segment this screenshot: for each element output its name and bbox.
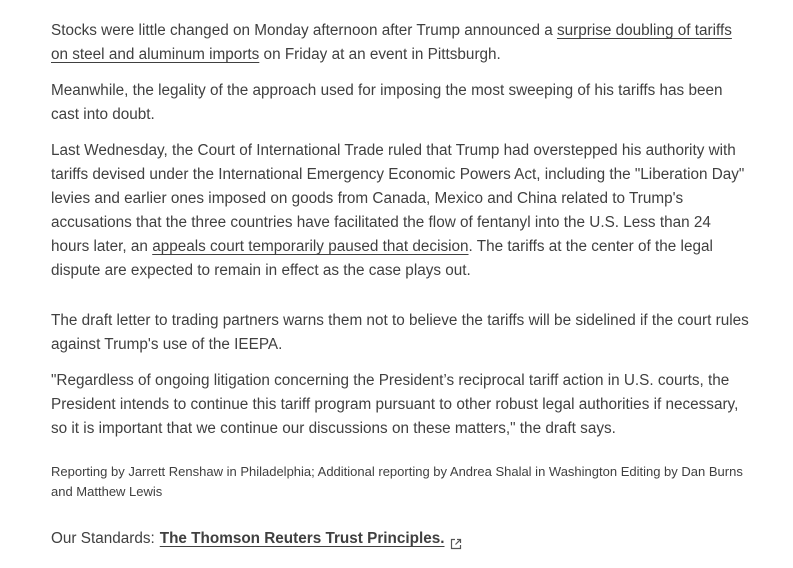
standards-line [51,527,751,551]
paragraph-stocks-text-before: Stocks were little changed on Monday afternoon after Trump announced a [51,22,557,39]
paragraph-draft-letter: The draft letter to trading partners warns them not to believe the tariffs will be sidelined if the court rules against Trump's use of the IEEPA. [51,312,749,353]
paragraph-quote: "Regardless of ongoing litigation concerning the President’s reciprocal tariff action in U.S. courts, the President intends to continue this tariff program pursuant to other robust legal authorities if necessary, so it is important that we continue our discussions on these matters," the draft says. [51,372,739,437]
paragraph-court-ruling-text-before: Last Wednesday, the Court of International Trade ruled that Trump had overstepped his authority with tariffs devised under the International Emergency Economic Powers Act, including the "Liberation Day" levies and earlier ones imposed on goods from Canada, Mexico and China related to Trump's accusations that the three countries have facilitated the flow of fentanyl into the U.S. Less than 24 hours later, an [51,142,745,255]
paragraph-court-ruling-text-after: . The tariffs at the center of the legal dispute are expected to remain in effect as the case plays out. [51,238,713,279]
reporting-credits: Reporting by Jarrett Renshaw in Philadelphia; Additional reporting by Andrea Shalal in Washington Editing by Dan Burns and Matthew Lewis [51,464,743,499]
trust-principles-link[interactable]: The Thomson Reuters Trust Principles. [159,530,445,547]
paragraph-legality: Meanwhile, the legality of the approach used for imposing the most sweeping of his tariffs has been cast into doubt. [51,82,723,123]
paragraph-court-ruling [51,139,751,283]
article-body [51,19,751,551]
tariff-doubling-link[interactable]: surprise doubling of tariffs on steel and aluminum imports [51,22,732,63]
appeals-court-link[interactable]: appeals court temporarily paused that decision [152,238,469,255]
standards-label: Our Standards: [51,530,155,547]
external-link-icon[interactable] [450,534,462,546]
paragraph-stocks [51,19,751,67]
paragraph-stocks-text-after: on Friday at an event in Pittsburgh. [259,46,501,63]
